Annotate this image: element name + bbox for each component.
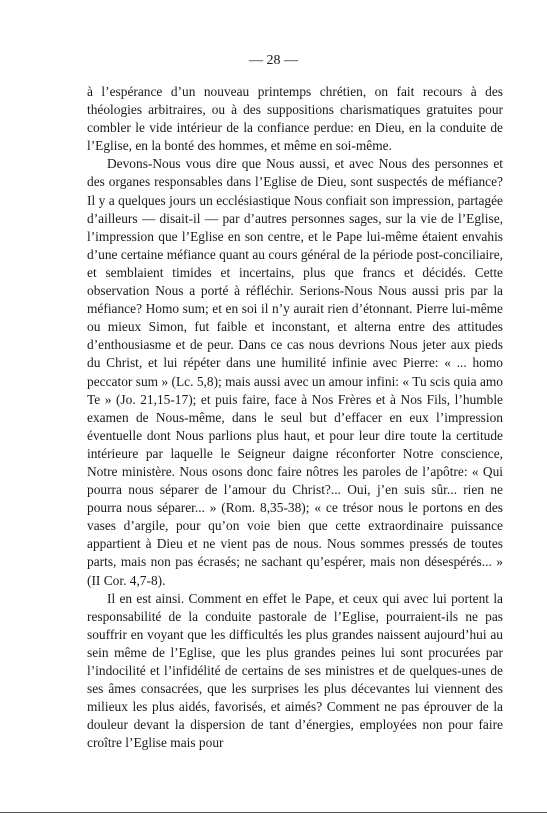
page-number: — 28 —	[249, 53, 298, 68]
paragraph-3: Il en est ainsi. Comment en effet le Pape, et ceux qui avec lui portent la responsabilité de la conduite pastorale de l’Eglise, pourraient-ils ne pas souffrir en voyant que les difficultés les plus grandes naissent aujourd’hui au sein même de l’Eglise, que les plus grandes peines lui sont procurées par l’indocilité et l’infidélité de certains de ses ministres et de quelques-unes de ses âmes consacrées, que les surprises les plus décevantes lui viennent des milieux les plus aidés, favorisés, et aimés? Comment ne pas éprouver de la douleur devant la dispersion de tant d’énergies, employées non pour faire croître l’Eglise mais pour	[87, 590, 503, 751]
paragraph-2: Devons-Nous vous dire que Nous aussi, et avec Nous des personnes et des organes responsables dans l’Eglise de Dieu, sont suspectés de méfiance? Il y a quelques jours un ecclésiastique Nous confiait son impression, partagée d’ailleurs — disait-il — par d’autres personnes sages, sur la vie de l’Eglise, l’impression que l’Eglise en son centre, et le Pape lui-même étaient envahis d’une certaine méfiance quant au cours général de la période post-conciliaire, et semblaient timides et incertains, plus que francs et décidés. Cette observation Nous a porté à réfléchir. Serions-Nous Nous aussi pris par la méfiance? Homo sum; et en soi il n’y aurait rien d’étonnant. Pierre lui-même ou mieux Simon, fut faible et inconstant, et alterna entre des attitudes d’enthousiasme et de peur. Dans ce cas nous devrions Nous jeter aux pieds du Christ, et lui répéter dans une humilité infinie avec Pierre: « ... homo peccator sum » (Lc. 5,8); mais aussi avec un amour infini: « Tu scis quia amo Te » (Jo. 21,15-17); et puis faire, face à Nos Frères et à Nos Fils, l’humble examen de Nous-même, dans le seul but d’effacer en eux l’impression éventuelle dont Nous parlions plus haut, et pour leur dire toute la certitude intérieure par laquelle le Seigneur daigne réconforter Notre conscience, Notre ministère. Nous osons donc faire nôtres les paroles de l’apôtre: « Qui pourra nous séparer de l’amour du Christ?... Oui, j’en suis sûr... rien ne pourra nous séparer... » (Rom. 8,35-38); « ce trésor nous le portons en des vases d’argile, pour qu’on voie bien que cette extraordinaire puissance appartient à Dieu et ne vient pas de nous. Nous sommes pressés de toutes parts, mais non pas écrasés; ne sachant qu’espérer, mais non désespérés... » (II Cor. 4,7-8).	[87, 156, 503, 588]
paragraph-1: à l’espérance d’un nouveau printemps chrétien, on fait recours à des théologies arbitraires, ou à des suppositions charismatiques gratuites pour combler le vide intérieur de la confiance perdue: en Dieu, en la conduite de l’Eglise, en la bonté des hommes, et même en soi-même.	[87, 84, 503, 154]
page-edge-rule	[0, 812, 547, 813]
body-text	[87, 83, 503, 752]
